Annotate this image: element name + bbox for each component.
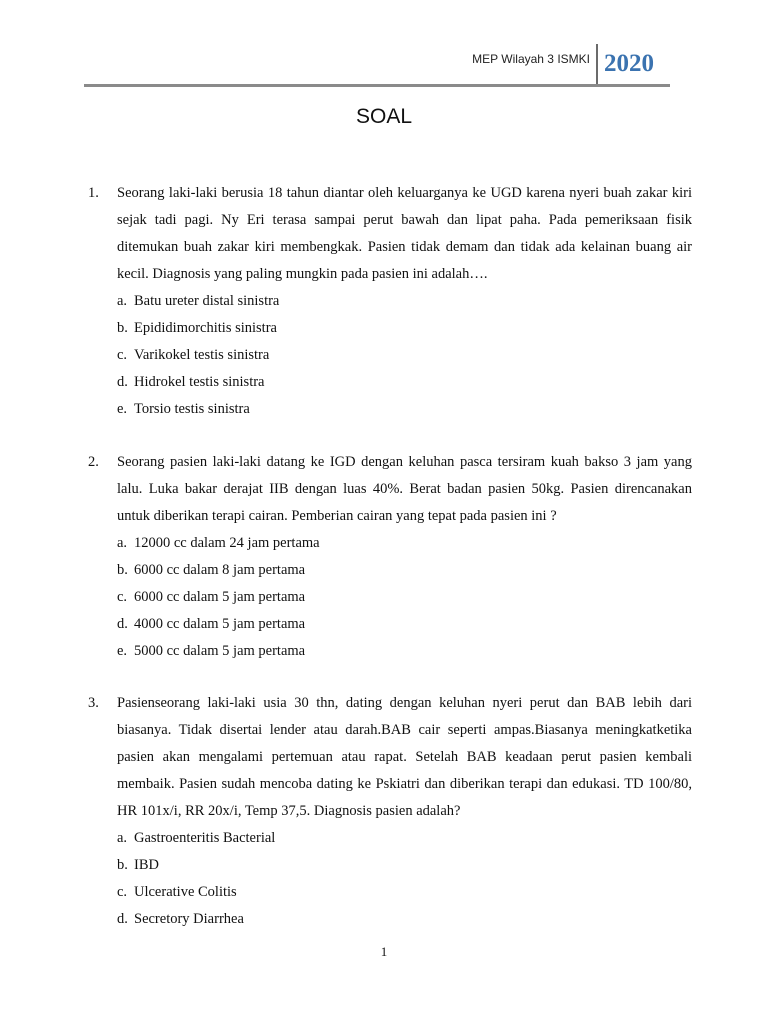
- option-text: Secretory Diarrhea: [134, 911, 244, 927]
- options-list: [117, 530, 692, 665]
- option-text: 6000 cc dalam 8 jam pertama: [134, 562, 306, 578]
- option-d: [117, 369, 692, 396]
- option-letter: e.: [117, 401, 128, 417]
- option-text: 6000 cc dalam 5 jam pertama: [134, 589, 306, 605]
- option-letter: e.: [117, 643, 128, 659]
- option-b: [117, 315, 692, 342]
- option-d: [117, 611, 692, 638]
- option-c: [117, 879, 692, 906]
- question-2: [88, 449, 692, 665]
- options-list: [117, 288, 692, 423]
- option-text: 4000 cc dalam 5 jam pertama: [134, 616, 306, 632]
- option-text: 5000 cc dalam 5 jam pertama: [134, 643, 306, 659]
- header-rule: [84, 84, 670, 87]
- header-org-label: MEP Wilayah 3 ISMKI: [472, 52, 590, 66]
- option-text: Hidrokel testis sinistra: [134, 374, 265, 390]
- question-text: Seorang pasien laki-laki datang ke IGD dengan keluhan pasca tersiram kuah bakso 3 jam yang lalu. Luka bakar derajat IIB dengan luas 40%. Berat badan pasien 50kg. Pasien direncanakan untuk diberikan terapi cairan. Pemberian cairan yang tepat pada pasien ini ?: [117, 454, 692, 524]
- option-a: [117, 530, 692, 557]
- option-letter: a.: [117, 535, 128, 551]
- option-letter: b.: [117, 562, 128, 578]
- option-text: Ulcerative Colitis: [134, 884, 237, 900]
- page-number: 1: [380, 944, 388, 959]
- option-text: Batu ureter distal sinistra: [134, 293, 280, 309]
- question-number: 1.: [88, 185, 99, 201]
- option-e: [117, 638, 692, 665]
- option-text: Gastroenteritis Bacterial: [134, 830, 276, 846]
- option-letter: d.: [117, 374, 128, 390]
- option-b: [117, 557, 692, 584]
- options-list: [117, 825, 692, 933]
- option-letter: a.: [117, 293, 128, 309]
- option-b: [117, 852, 692, 879]
- option-letter: b.: [117, 857, 128, 873]
- option-letter: b.: [117, 320, 128, 336]
- option-text: Epididimorchitis sinistra: [134, 320, 277, 336]
- option-text: Torsio testis sinistra: [134, 401, 250, 417]
- option-letter: a.: [117, 830, 128, 846]
- question-text: Pasienseorang laki-laki usia 30 thn, dating dengan keluhan nyeri perut dan BAB lebih dari biasanya. Tidak disertai lender atau darah.BAB cair seperti ampas.Biasanya meningkatketika pasien akan mengalami pertemuan atau rapat. Setelah BAB keadaan perut pasien kembali membaik. Pasien sudah mencoba dating ke Pskiatri dan diberikan terapi dan edukasi. TD 100/80, HR 101x/i, RR 20x/i, Temp 37,5. Diagnosis pasien adalah?: [117, 695, 692, 819]
- option-text: 12000 cc dalam 24 jam pertama: [134, 535, 320, 551]
- header-year: 2020: [604, 50, 654, 77]
- option-c: [117, 584, 692, 611]
- question-number: 3.: [88, 695, 99, 711]
- page-title: SOAL: [355, 105, 413, 128]
- option-letter: d.: [117, 616, 128, 632]
- option-letter: c.: [117, 347, 128, 363]
- option-text: Varikokel testis sinistra: [134, 347, 270, 363]
- option-e: [117, 396, 692, 423]
- option-text: IBD: [134, 857, 159, 873]
- option-letter: c.: [117, 589, 128, 605]
- option-a: [117, 825, 692, 852]
- option-c: [117, 342, 692, 369]
- option-letter: c.: [117, 884, 128, 900]
- option-d: [117, 906, 692, 933]
- option-a: [117, 288, 692, 315]
- question-3: [88, 690, 692, 933]
- option-letter: d.: [117, 911, 128, 927]
- question-1: [88, 180, 692, 423]
- question-text: Seorang laki-laki berusia 18 tahun diantar oleh keluarganya ke UGD karena nyeri buah zakar kiri sejak tadi pagi. Ny Eri terasa sampai perut bawah dan lipat paha. Pada pemeriksaan fisik ditemukan buah zakar kiri membengkak. Pasien tidak demam dan tidak ada kelainan buang air kecil. Diagnosis yang paling mungkin pada pasien ini adalah….: [117, 185, 692, 282]
- header-divider: [596, 44, 598, 86]
- question-number: 2.: [88, 454, 99, 470]
